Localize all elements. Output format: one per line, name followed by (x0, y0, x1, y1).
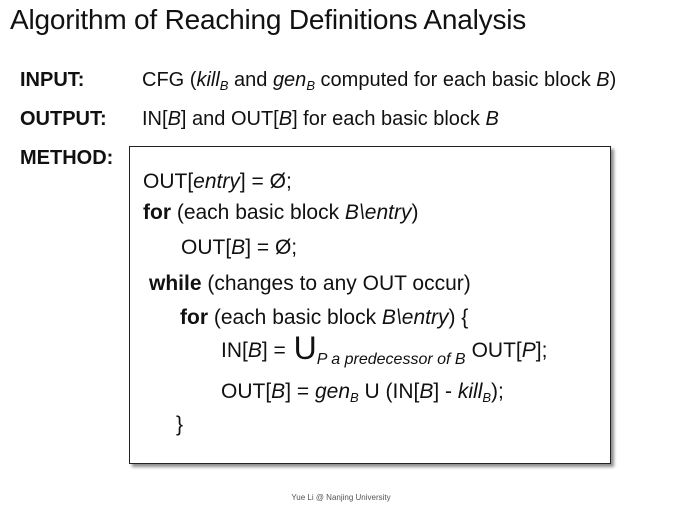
algo-text: (each basic block (208, 306, 382, 329)
output-label: OUTPUT: (20, 108, 107, 130)
algo-text: ] = Ø; (239, 170, 292, 193)
algo-keyword-for: for (180, 306, 208, 329)
algo-kill-subscript: B (482, 390, 492, 405)
algo-text: OUT[ (471, 339, 522, 362)
algo-line-init-block (181, 236, 297, 260)
algo-block-var: B (419, 380, 434, 403)
input-gen-subscript: B (306, 78, 315, 93)
algo-text: ]; (535, 339, 548, 362)
algo-text: ); (491, 380, 504, 403)
input-block-var: B (596, 69, 610, 91)
algo-line-for-loop (180, 306, 468, 330)
input-value (142, 69, 616, 92)
algo-block-var: B (344, 201, 359, 224)
algo-text: ] = (285, 380, 315, 403)
output-value (142, 108, 499, 131)
input-text-1: CFG ( (142, 69, 197, 91)
algo-line-in-equation (221, 330, 548, 368)
algo-line-while (149, 272, 471, 296)
algo-text: U (IN[ (358, 380, 420, 403)
algo-keyword-for: for (143, 201, 171, 224)
algo-text: ] = (261, 339, 292, 362)
algo-gen-var: gen (314, 380, 351, 403)
algo-block-var: B (247, 339, 262, 362)
method-label: METHOD: (20, 147, 114, 169)
algo-text: ] - (433, 380, 458, 403)
output-block-var-2: B (278, 108, 293, 130)
input-kill-subscript: B (219, 78, 229, 93)
algo-pred-var: P (521, 339, 536, 362)
algo-close-brace: } (176, 413, 184, 436)
algo-line-init-entry (143, 170, 292, 194)
algo-block-var: B (271, 380, 286, 403)
slide-footer: Yue Li @ Nanjing University (291, 493, 391, 502)
output-text-1: IN[ (142, 108, 168, 130)
input-text-2: and (228, 69, 273, 91)
output-row (20, 108, 499, 131)
method-row (20, 147, 113, 170)
algo-block-var: B (231, 236, 246, 259)
algo-text: OUT[ (221, 380, 272, 403)
input-kill: kill (196, 69, 220, 91)
input-text-3: computed for each basic block (314, 69, 597, 91)
algo-text: \ (395, 306, 402, 329)
input-gen: gen (272, 69, 307, 91)
algo-line-close-brace (176, 413, 183, 437)
output-block-var-3: B (485, 108, 499, 130)
algo-text: (each basic block (171, 201, 345, 224)
algo-text: ) { (448, 306, 469, 329)
algo-block-var: B (381, 306, 396, 329)
algo-line-out-equation (221, 380, 504, 404)
output-text-3: ] for each basic block (292, 108, 486, 130)
algo-text: \ (358, 201, 365, 224)
slide-title: Algorithm of Reaching Definitions Analysis (10, 4, 527, 35)
algo-text: (changes to any OUT occur) (201, 272, 471, 295)
input-label: INPUT: (20, 69, 85, 91)
algo-entry-var: entry (401, 306, 449, 329)
algo-text: OUT[ (181, 236, 232, 259)
algo-text: OUT[ (143, 170, 194, 193)
output-block-var-1: B (167, 108, 181, 130)
algo-entry-var: entry (364, 201, 412, 224)
algo-kill-var: kill (457, 380, 483, 403)
output-text-2: ] and OUT[ (180, 108, 279, 130)
algo-text: ] = Ø; (245, 236, 298, 259)
algo-line-for-init (143, 201, 418, 225)
algo-text: ) (411, 201, 419, 224)
input-row (20, 69, 617, 93)
algo-gen-subscript: B (350, 390, 359, 405)
algo-text: IN[ (221, 339, 248, 362)
predecessor-subscript: P a predecessor of B (316, 351, 466, 368)
algo-keyword-while: while (149, 272, 202, 295)
input-text-4: ) (609, 69, 617, 91)
algo-entry-var: entry (193, 170, 240, 193)
union-symbol: U (293, 330, 317, 366)
